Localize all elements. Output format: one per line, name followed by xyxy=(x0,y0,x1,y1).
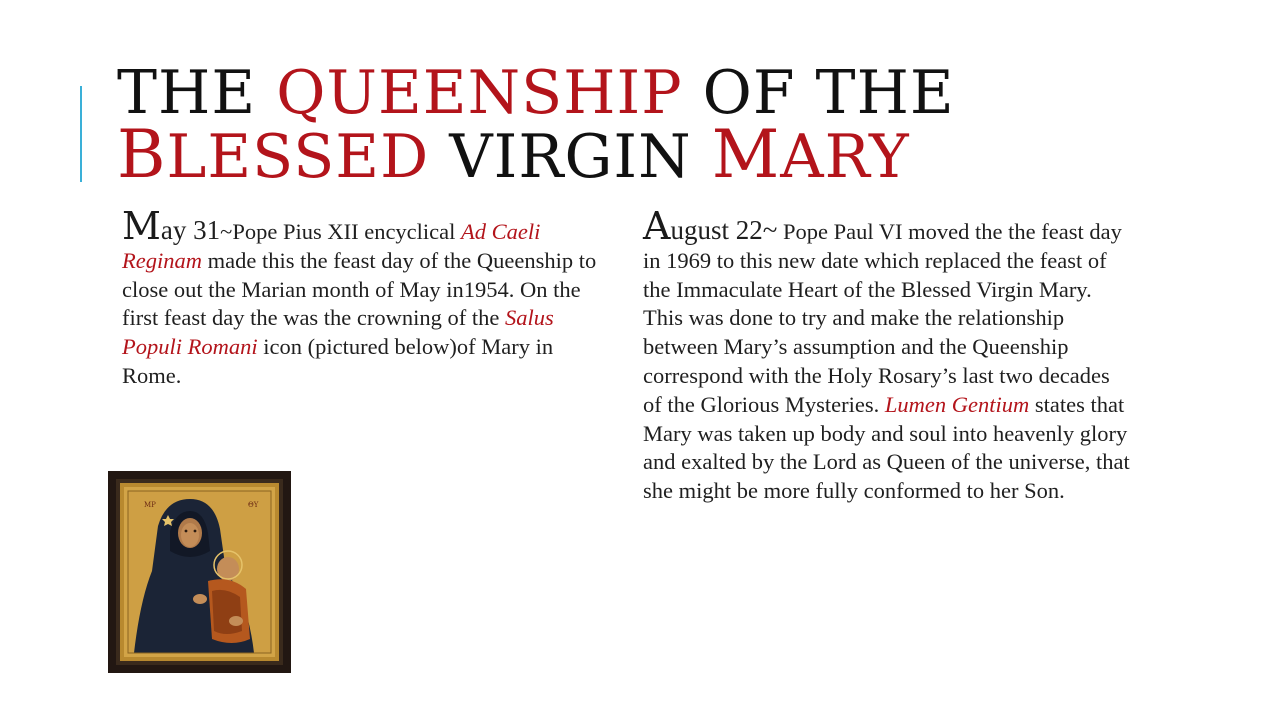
accent-bar xyxy=(80,86,82,182)
drop-cap: A xyxy=(643,204,671,248)
body-text: icon (pictured below)of Mary in Rome. xyxy=(122,334,554,388)
encyclical-title: Ad Caeli Reginam xyxy=(122,219,541,273)
left-text-block xyxy=(122,204,612,391)
icon-name: Salus Populi Romani xyxy=(122,305,554,360)
title-part: THE xyxy=(117,58,277,128)
date-lead: ay 31 xyxy=(160,215,221,245)
slide-title xyxy=(117,58,1167,193)
salus-populi-romani-icon-image xyxy=(108,471,291,673)
svg-text:MP: MP xyxy=(144,501,156,509)
document-title: Lumen Gentium xyxy=(884,391,1030,417)
madonna-icon-painting xyxy=(108,471,291,673)
title-highlight: B xyxy=(117,116,167,193)
body-text: made this the feast day of the Queenship to close out the Marian month of May in1954. On the first feast day the was the crowning of the xyxy=(122,247,597,331)
drop-cap: M xyxy=(122,204,161,248)
title-highlight: QUEENSHIP xyxy=(276,58,683,128)
title-highlight: M xyxy=(711,116,781,193)
svg-text:ΘY: ΘY xyxy=(248,501,259,509)
title-part: OF THE xyxy=(682,58,955,128)
title-highlight: LESSED xyxy=(166,122,430,192)
body-text: ~Pope Pius XII encyclical xyxy=(220,219,462,244)
date-lead: ugust 22~ xyxy=(670,215,778,245)
title-highlight: ARY xyxy=(780,122,910,192)
body-text: states that Mary was taken up body and soul into heavenly glory and exalted by the Lord as Queen of the universe, that she might be more fully conformed to her Son. xyxy=(643,391,1130,504)
right-text-block xyxy=(643,204,1133,506)
body-text: Pope Paul VI moved the the feast day in 1969 to this new date which replaced the feast of the Immaculate Heart of the Blessed Virgin Mary. This was done to try and make the relationship between Mary’s assumption and the Queenship correspond with the Holy Rosary’s last two decades of the Glorious Mysteries. xyxy=(643,219,1122,417)
title-part: VIRGIN xyxy=(429,122,712,192)
